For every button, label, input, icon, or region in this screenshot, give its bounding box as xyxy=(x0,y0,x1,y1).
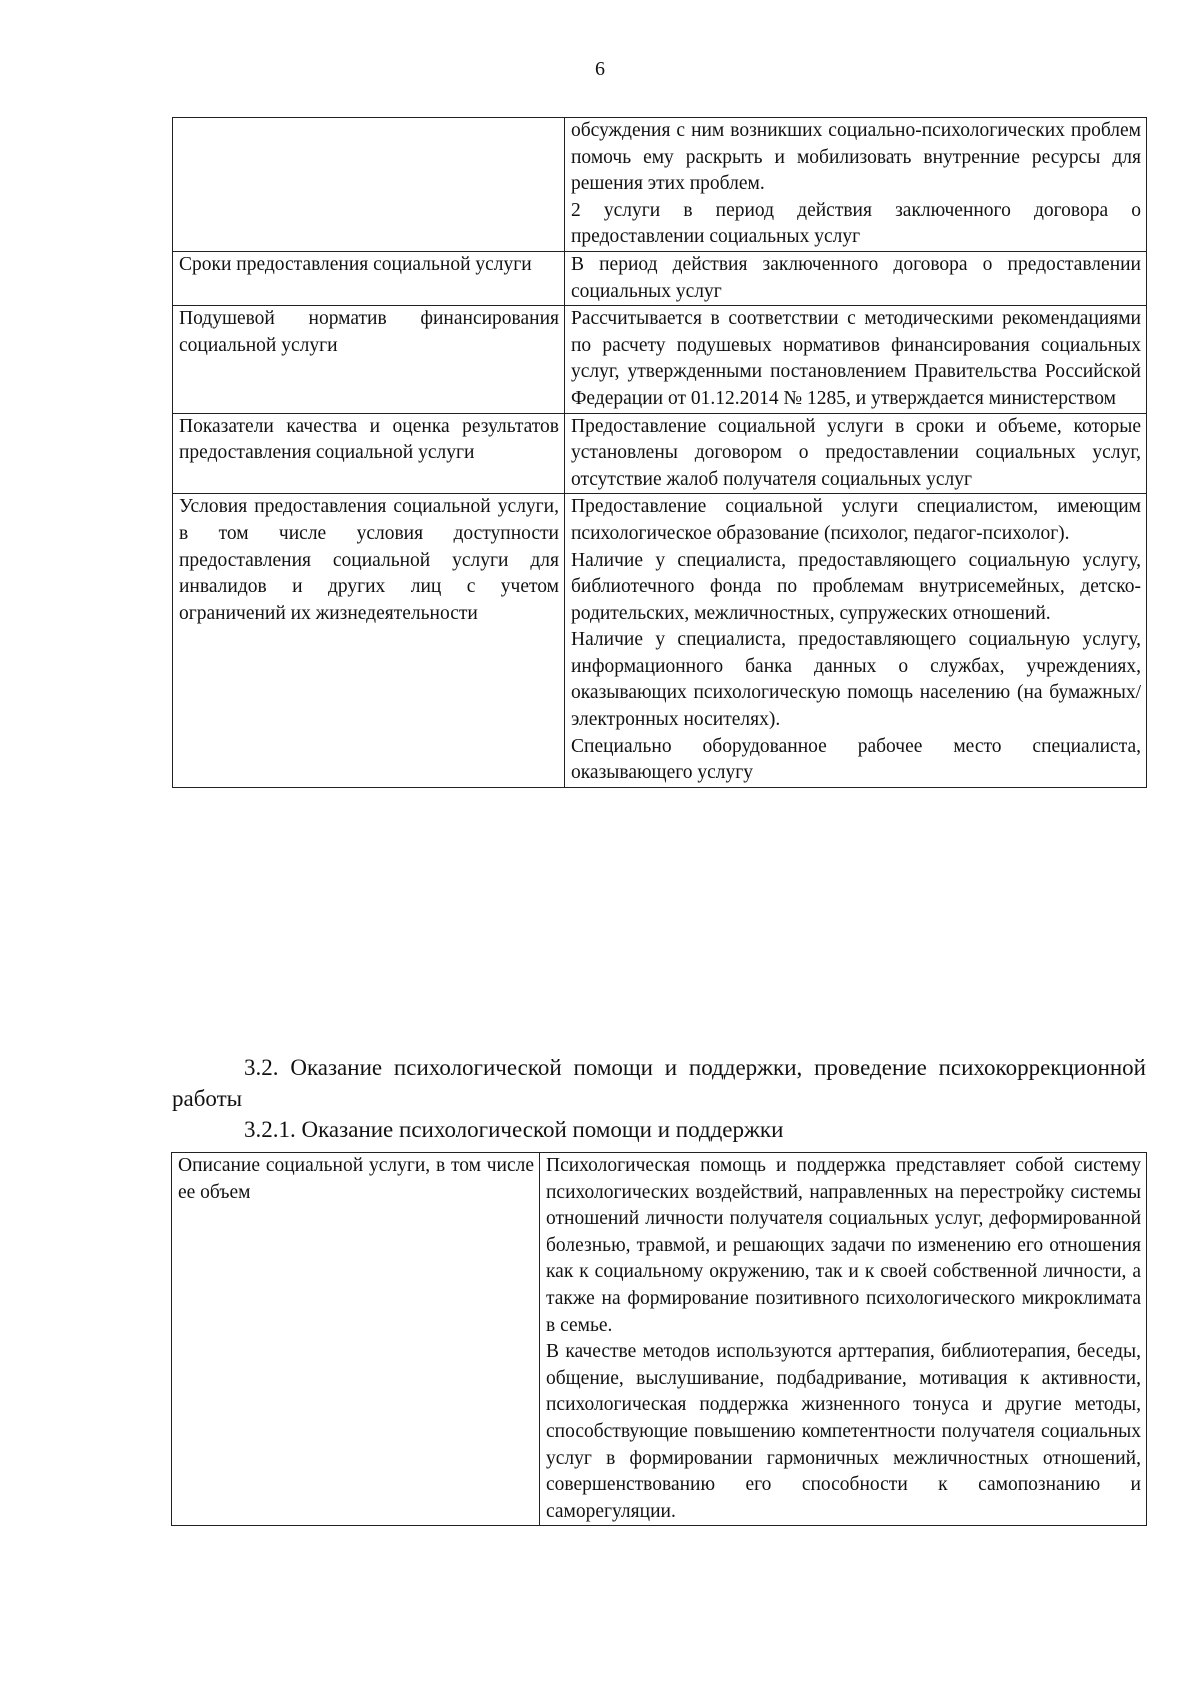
table-row xyxy=(173,251,1147,305)
value-paragraph: В период действия заключенного договора о предоставлении социальных услуг xyxy=(571,253,1141,302)
value-paragraph: Предоставление социальной услуги в сроки и объеме, которые установлены договором о предоставлении социальных услуг, отсутствие жалоб получателя социальных услуг xyxy=(571,415,1141,490)
table-row xyxy=(173,118,1147,252)
row-label: Описание социальной услуги, в том числе ее объем xyxy=(172,1153,540,1526)
row-value xyxy=(565,306,1147,413)
value-paragraph: Психологическая помощь и поддержка представляет собой систему психологических воздействий, направленных на перестройку системы отношений личности получателя социальных услуг, деформированной болезнью, травмой, и решающих задачи по изменению его отношения как к социальному окружению, так и к своей собственной личности, а также на формирование позитивного психологического микроклимата в семье. xyxy=(546,1155,1141,1336)
row-label: Сроки предоставления социальной услуги xyxy=(173,251,565,305)
value-paragraph: 2 услуги в период действия заключенного договора о предоставлении социальных услуг xyxy=(571,199,1141,248)
subsection-heading: 3.2.1. Оказание психологической помощи и поддержки xyxy=(244,1117,784,1142)
value-paragraph: В качестве методов используются арттерапия, библиотерапия, беседы, общение, выслушивание, подбадривание, мотивация к активности, психологическая поддержка жизненного тонуса и другие методы, способствующие повышению компетентности получателя социальных услуг в формировании гармоничных межличностных отношений, совершенствованию его способности к самопознанию и саморегуляции. xyxy=(546,1341,1141,1522)
row-label xyxy=(173,118,565,252)
section-heading: 3.2. Оказание психологической помощи и поддержки, проведение психокоррекционной работы xyxy=(172,1055,1146,1111)
table-row xyxy=(173,494,1147,788)
row-value xyxy=(540,1153,1147,1526)
row-label: Подушевой норматив финансирования социальной услуги xyxy=(173,306,565,413)
value-paragraph: Наличие у специалиста, предоставляющего социальную услугу, библиотечного фонда по проблемам внутрисемейных, детско-родительских, межличностных, супружеских отношений. xyxy=(571,549,1141,624)
service-table xyxy=(171,1152,1147,1526)
value-paragraph: Рассчитывается в соответствии с методическими рекомендациями по расчету подушевых нормативов финансирования социальных услуг, утвержденными постановлением Правительства Российской Федерации от 01.12.2014 № 1285, и утверждается министерством xyxy=(571,308,1141,409)
row-value xyxy=(565,118,1147,252)
service-table-continued xyxy=(172,117,1147,788)
value-paragraph: Предоставление социальной услуги специалистом, имеющим психологическое образование (психолог, педагог-психолог). xyxy=(571,496,1141,544)
table-row xyxy=(173,413,1147,494)
table-row xyxy=(172,1153,1147,1526)
row-label: Условия предоставления социальной услуги, в том числе условия доступности предоставления социальной услуги для инвалидов и других лиц с учетом ограничений их жизнедеятельности xyxy=(173,494,565,788)
row-value xyxy=(565,251,1147,305)
row-value xyxy=(565,494,1147,788)
value-paragraph: Наличие у специалиста, предоставляющего социальную услугу, информационного банка данных о службах, учреждениях, оказывающих психологическую помощь населению (на бумажных/электронных носителях). xyxy=(571,629,1141,731)
value-paragraph: обсуждения с ним возникших социально-психологических проблем помочь ему раскрыть и мобилизовать внутренние ресурсы для решения этих проблем. xyxy=(571,120,1141,195)
page-number: 6 xyxy=(595,58,605,80)
value-paragraph: Специально оборудованное рабочее место специалиста, оказывающего услугу xyxy=(571,735,1141,784)
row-label: Показатели качества и оценка результатов предоставления социальной услуги xyxy=(173,413,565,494)
table-row xyxy=(173,306,1147,413)
row-value xyxy=(565,413,1147,494)
